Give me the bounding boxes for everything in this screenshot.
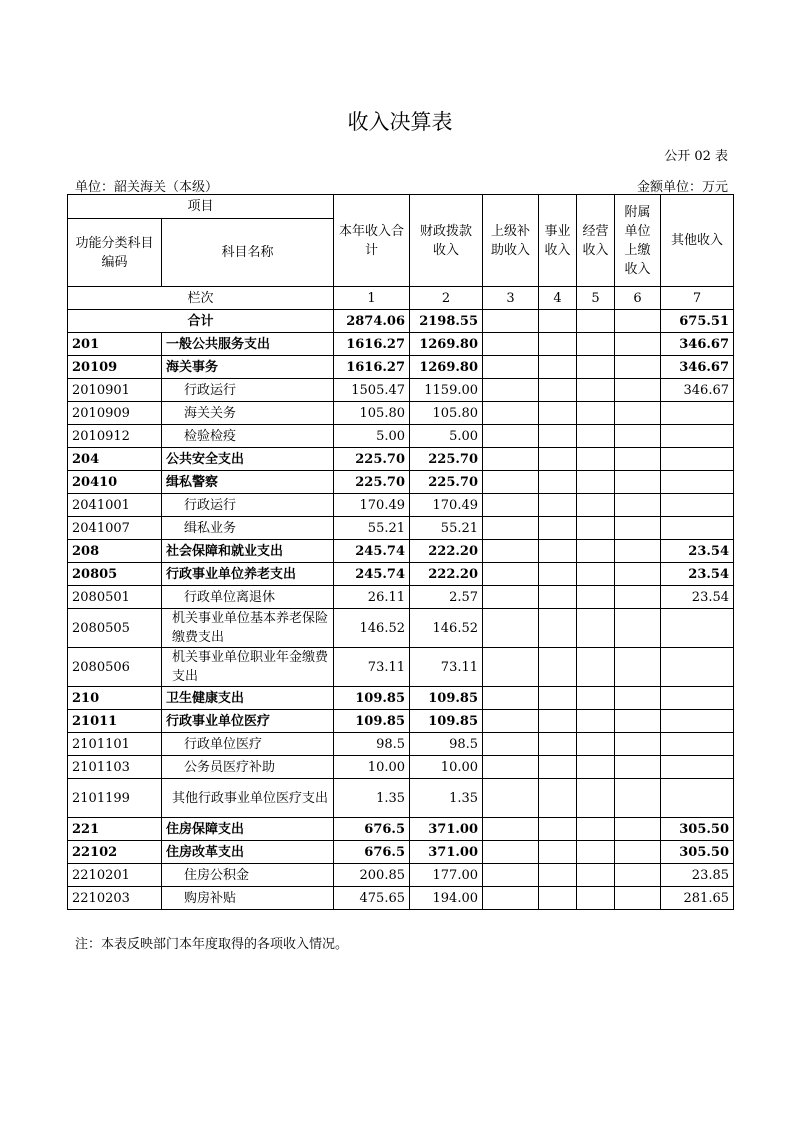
col-number: 3 [483, 287, 539, 310]
row-name: 公共安全支出 [162, 448, 334, 471]
row-fiscal-income: 1.35 [410, 779, 483, 818]
row-affiliated-income [615, 448, 661, 471]
row-superior-subsidy [483, 818, 539, 841]
row-operating-income [577, 448, 615, 471]
row-total-income: 109.85 [334, 710, 410, 733]
row-name: 行政运行 [162, 494, 334, 517]
row-other-income [661, 609, 734, 648]
row-name: 缉私警察 [162, 471, 334, 494]
table-row [68, 517, 734, 540]
header-business-income: 事业收入 [539, 195, 577, 287]
row-fiscal-income: 105.80 [410, 402, 483, 425]
table-row [68, 648, 734, 687]
row-business-income [539, 494, 577, 517]
row-operating-income [577, 517, 615, 540]
row-fiscal-income: 222.20 [410, 563, 483, 586]
col-number: 6 [615, 287, 661, 310]
row-business-income [539, 756, 577, 779]
row-code: 2010901 [68, 379, 162, 402]
row-affiliated-income [615, 425, 661, 448]
row-name: 住房保障支出 [162, 818, 334, 841]
row-superior-subsidy [483, 609, 539, 648]
header-name: 科目名称 [162, 219, 334, 287]
row-superior-subsidy [483, 402, 539, 425]
table-row [68, 540, 734, 563]
row-business-income [539, 402, 577, 425]
row-name: 海关事务 [162, 356, 334, 379]
row-operating-income [577, 379, 615, 402]
row-business-income [539, 609, 577, 648]
row-name: 机关事业单位基本养老保险缴费支出 [162, 609, 334, 648]
row-code: 2010912 [68, 425, 162, 448]
row-fiscal-income: 1159.00 [410, 379, 483, 402]
row-operating-income [577, 494, 615, 517]
row-fiscal-income: 177.00 [410, 864, 483, 887]
row-superior-subsidy [483, 733, 539, 756]
income-table [67, 194, 734, 910]
row-affiliated-income [615, 733, 661, 756]
row-total-income: 170.49 [334, 494, 410, 517]
row-name: 住房改革支出 [162, 841, 334, 864]
row-operating-income [577, 471, 615, 494]
header-lanci: 栏次 [68, 287, 334, 310]
row-affiliated-income [615, 779, 661, 818]
row-fiscal-income: 10.00 [410, 756, 483, 779]
row-name: 行政单位医疗 [162, 733, 334, 756]
row-total-income: 225.70 [334, 448, 410, 471]
row-affiliated-income [615, 402, 661, 425]
row-other-income [661, 733, 734, 756]
row-other-income [661, 425, 734, 448]
row-affiliated-income [615, 710, 661, 733]
row-total-income: 676.5 [334, 841, 410, 864]
header-affiliated-income: 附属单位上缴收入 [615, 195, 661, 287]
row-fiscal-income: 170.49 [410, 494, 483, 517]
row-superior-subsidy [483, 710, 539, 733]
row-superior-subsidy [483, 425, 539, 448]
row-code: 201 [68, 333, 162, 356]
row-other-income [661, 471, 734, 494]
row-name: 住房公积金 [162, 864, 334, 887]
col-number: 1 [334, 287, 410, 310]
table-row [68, 841, 734, 864]
row-operating-income [577, 540, 615, 563]
header-code: 功能分类科目编码 [68, 219, 162, 287]
row-name: 机关事业单位职业年金缴费支出 [162, 648, 334, 687]
row-fiscal-income: 371.00 [410, 818, 483, 841]
row-code: 2080506 [68, 648, 162, 687]
row-total-income: 105.80 [334, 402, 410, 425]
row-fiscal-income: 146.52 [410, 609, 483, 648]
row-total-income: 245.74 [334, 540, 410, 563]
row-code: 204 [68, 448, 162, 471]
row-other-income: 281.65 [661, 887, 734, 910]
row-fiscal-income: 73.11 [410, 648, 483, 687]
row-total-income: 475.65 [334, 887, 410, 910]
row-operating-income [577, 864, 615, 887]
row-business-income [539, 517, 577, 540]
row-other-income: 305.50 [661, 818, 734, 841]
row-total-income: 73.11 [334, 648, 410, 687]
row-fiscal-income: 222.20 [410, 540, 483, 563]
row-other-income [661, 494, 734, 517]
row-total-income: 98.5 [334, 733, 410, 756]
row-affiliated-income [615, 756, 661, 779]
unit-label: 单位：韶关海关（本级） [75, 180, 219, 195]
row-operating-income [577, 356, 615, 379]
table-row [68, 687, 734, 710]
row-other-income: 23.54 [661, 563, 734, 586]
row-name: 检验检疫 [162, 425, 334, 448]
row-business-income [539, 379, 577, 402]
row-operating-income [577, 710, 615, 733]
col-number: 4 [539, 287, 577, 310]
row-code: 20410 [68, 471, 162, 494]
header-other-income: 其他收入 [661, 195, 734, 287]
row-other-income [661, 517, 734, 540]
row-business-income [539, 818, 577, 841]
row-business-income [539, 648, 577, 687]
row-fiscal-income: 98.5 [410, 733, 483, 756]
row-total-income: 1505.47 [334, 379, 410, 402]
row-code: 210 [68, 687, 162, 710]
row-business-income [539, 710, 577, 733]
row-affiliated-income [615, 687, 661, 710]
row-operating-income [577, 687, 615, 710]
row-other-income: 346.67 [661, 356, 734, 379]
row-code: 2080505 [68, 609, 162, 648]
total-label: 合计 [68, 310, 334, 333]
row-fiscal-income: 194.00 [410, 887, 483, 910]
table-row [68, 425, 734, 448]
row-total-income: 26.11 [334, 586, 410, 609]
row-affiliated-income [615, 864, 661, 887]
row-operating-income [577, 779, 615, 818]
row-operating-income [577, 402, 615, 425]
row-operating-income [577, 609, 615, 648]
row-superior-subsidy [483, 356, 539, 379]
row-operating-income [577, 333, 615, 356]
row-total-income: 676.5 [334, 818, 410, 841]
row-fiscal-income: 1269.80 [410, 356, 483, 379]
row-code: 20805 [68, 563, 162, 586]
total-c7: 675.51 [661, 310, 734, 333]
row-business-income [539, 563, 577, 586]
row-other-income [661, 448, 734, 471]
header-total-income: 本年收入合计 [334, 195, 410, 287]
row-superior-subsidy [483, 379, 539, 402]
row-business-income [539, 471, 577, 494]
row-superior-subsidy [483, 779, 539, 818]
row-other-income [661, 710, 734, 733]
row-business-income [539, 425, 577, 448]
table-row [68, 710, 734, 733]
row-other-income [661, 402, 734, 425]
table-row [68, 494, 734, 517]
row-superior-subsidy [483, 756, 539, 779]
table-row [68, 402, 734, 425]
table-row [68, 333, 734, 356]
form-number: 公开 02 表 [664, 149, 728, 164]
table-row [68, 887, 734, 910]
row-superior-subsidy [483, 841, 539, 864]
header-operating-income: 经营收入 [577, 195, 615, 287]
row-fiscal-income: 5.00 [410, 425, 483, 448]
row-superior-subsidy [483, 563, 539, 586]
row-affiliated-income [615, 379, 661, 402]
row-superior-subsidy [483, 517, 539, 540]
row-operating-income [577, 818, 615, 841]
row-business-income [539, 887, 577, 910]
row-code: 2010909 [68, 402, 162, 425]
row-superior-subsidy [483, 333, 539, 356]
row-total-income: 10.00 [334, 756, 410, 779]
row-name: 行政运行 [162, 379, 334, 402]
row-affiliated-income [615, 887, 661, 910]
row-code: 2210201 [68, 864, 162, 887]
header-project: 项目 [68, 195, 334, 219]
table-row [68, 586, 734, 609]
row-affiliated-income [615, 818, 661, 841]
row-code: 2210203 [68, 887, 162, 910]
row-code: 2041007 [68, 517, 162, 540]
row-name: 卫生健康支出 [162, 687, 334, 710]
row-fiscal-income: 1269.80 [410, 333, 483, 356]
row-total-income: 245.74 [334, 563, 410, 586]
row-business-income [539, 333, 577, 356]
row-total-income: 200.85 [334, 864, 410, 887]
row-affiliated-income [615, 841, 661, 864]
row-operating-income [577, 425, 615, 448]
row-affiliated-income [615, 333, 661, 356]
row-superior-subsidy [483, 494, 539, 517]
row-name: 行政事业单位养老支出 [162, 563, 334, 586]
row-superior-subsidy [483, 648, 539, 687]
row-superior-subsidy [483, 540, 539, 563]
total-c1: 2874.06 [334, 310, 410, 333]
row-total-income: 225.70 [334, 471, 410, 494]
row-total-income: 55.21 [334, 517, 410, 540]
row-fiscal-income: 371.00 [410, 841, 483, 864]
row-other-income [661, 779, 734, 818]
row-total-income: 146.52 [334, 609, 410, 648]
row-code: 2101103 [68, 756, 162, 779]
row-code: 2101101 [68, 733, 162, 756]
table-row [68, 864, 734, 887]
row-superior-subsidy [483, 864, 539, 887]
header-fiscal-income: 财政拨款收入 [410, 195, 483, 287]
table-row [68, 471, 734, 494]
row-business-income [539, 779, 577, 818]
row-affiliated-income [615, 517, 661, 540]
table-row [68, 448, 734, 471]
row-business-income [539, 733, 577, 756]
row-business-income [539, 687, 577, 710]
row-code: 20109 [68, 356, 162, 379]
table-row [68, 379, 734, 402]
row-name: 缉私业务 [162, 517, 334, 540]
table-row [68, 818, 734, 841]
row-other-income [661, 648, 734, 687]
row-operating-income [577, 841, 615, 864]
row-name: 其他行政事业单位医疗支出 [162, 779, 334, 818]
table-row [68, 779, 734, 818]
row-business-income [539, 841, 577, 864]
row-total-income: 109.85 [334, 687, 410, 710]
row-operating-income [577, 887, 615, 910]
table-note: 注：本表反映部门本年度取得的各项收入情况。 [75, 937, 349, 952]
row-other-income: 23.54 [661, 540, 734, 563]
table-row [68, 563, 734, 586]
row-operating-income [577, 563, 615, 586]
row-total-income: 1616.27 [334, 333, 410, 356]
row-business-income [539, 540, 577, 563]
row-affiliated-income [615, 471, 661, 494]
row-name: 购房补贴 [162, 887, 334, 910]
row-total-income: 5.00 [334, 425, 410, 448]
row-operating-income [577, 733, 615, 756]
row-code: 22102 [68, 841, 162, 864]
row-business-income [539, 864, 577, 887]
row-name: 行政单位离退休 [162, 586, 334, 609]
col-number: 5 [577, 287, 615, 310]
row-superior-subsidy [483, 586, 539, 609]
row-affiliated-income [615, 648, 661, 687]
row-affiliated-income [615, 609, 661, 648]
row-other-income [661, 687, 734, 710]
row-other-income: 346.67 [661, 379, 734, 402]
row-fiscal-income: 55.21 [410, 517, 483, 540]
row-code: 2041001 [68, 494, 162, 517]
row-superior-subsidy [483, 471, 539, 494]
table-row [68, 733, 734, 756]
table-row [68, 356, 734, 379]
row-name: 公务员医疗补助 [162, 756, 334, 779]
total-c2: 2198.55 [410, 310, 483, 333]
row-fiscal-income: 225.70 [410, 471, 483, 494]
total-row [68, 310, 734, 333]
header-superior-subsidy: 上级补助收入 [483, 195, 539, 287]
row-affiliated-income [615, 494, 661, 517]
row-name: 一般公共服务支出 [162, 333, 334, 356]
money-unit-label: 金额单位：万元 [636, 180, 728, 195]
row-name: 社会保障和就业支出 [162, 540, 334, 563]
table-row [68, 609, 734, 648]
row-code: 208 [68, 540, 162, 563]
row-business-income [539, 586, 577, 609]
row-name: 行政事业单位医疗 [162, 710, 334, 733]
row-total-income: 1616.27 [334, 356, 410, 379]
row-business-income [539, 448, 577, 471]
row-affiliated-income [615, 586, 661, 609]
row-fiscal-income: 109.85 [410, 710, 483, 733]
row-affiliated-income [615, 356, 661, 379]
row-superior-subsidy [483, 448, 539, 471]
row-other-income: 23.54 [661, 586, 734, 609]
row-code: 2080501 [68, 586, 162, 609]
row-other-income: 346.67 [661, 333, 734, 356]
row-code: 21011 [68, 710, 162, 733]
row-code: 2101199 [68, 779, 162, 818]
page-title: 收入决算表 [347, 110, 453, 134]
row-name: 海关关务 [162, 402, 334, 425]
row-affiliated-income [615, 563, 661, 586]
row-other-income: 23.85 [661, 864, 734, 887]
row-affiliated-income [615, 540, 661, 563]
row-fiscal-income: 109.85 [410, 687, 483, 710]
row-superior-subsidy [483, 887, 539, 910]
row-superior-subsidy [483, 687, 539, 710]
row-operating-income [577, 586, 615, 609]
row-operating-income [577, 756, 615, 779]
row-other-income [661, 756, 734, 779]
row-fiscal-income: 2.57 [410, 586, 483, 609]
table-row [68, 756, 734, 779]
row-operating-income [577, 648, 615, 687]
col-number: 2 [410, 287, 483, 310]
row-code: 221 [68, 818, 162, 841]
row-other-income: 305.50 [661, 841, 734, 864]
row-total-income: 1.35 [334, 779, 410, 818]
row-fiscal-income: 225.70 [410, 448, 483, 471]
col-number: 7 [661, 287, 734, 310]
row-business-income [539, 356, 577, 379]
